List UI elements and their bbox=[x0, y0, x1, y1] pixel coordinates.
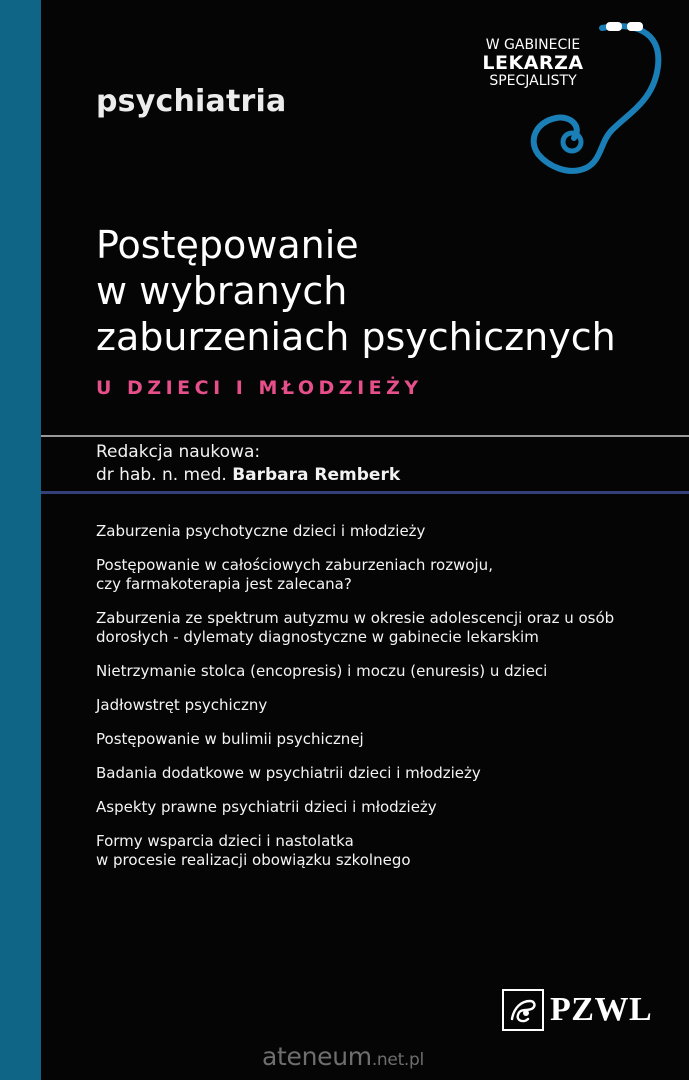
toc-item: Jadłowstręt psychiczny bbox=[96, 696, 268, 714]
toc-item: Postępowanie w całościowych zaburzeniach rozwoju, czy farmakoterapia jest zalecana? bbox=[96, 556, 493, 593]
publisher-name: PZWL bbox=[550, 991, 653, 1028]
pzwl-logo-icon bbox=[502, 989, 544, 1031]
title-line-3: zaburzeniach psychicznych bbox=[96, 315, 616, 359]
series-line-3: SPECJALISTY bbox=[489, 73, 577, 89]
divider-top bbox=[41, 435, 689, 437]
toc-item: Nietrzymanie stolca (encopresis) i moczu (enuresis) u dzieci bbox=[96, 662, 548, 680]
publisher-mark bbox=[502, 988, 652, 1032]
watermark-suffix: .net.pl bbox=[371, 1050, 424, 1070]
watermark-main: ateneum bbox=[262, 1042, 372, 1071]
series-line-1: W GABINECIE bbox=[485, 37, 581, 53]
title-line-2: w wybranych bbox=[96, 269, 348, 313]
editor-name: Barbara Remberk bbox=[232, 465, 401, 485]
series-line-2: LEKARZA bbox=[482, 52, 584, 74]
toc-item: Postępowanie w bulimii psychicznej bbox=[96, 730, 364, 748]
title-line-1: Postępowanie bbox=[96, 223, 359, 267]
toc-item: Aspekty prawne psychiatrii dzieci i młodzieży bbox=[96, 798, 437, 816]
book-title bbox=[96, 222, 676, 360]
editor-line bbox=[96, 464, 400, 487]
editor-block bbox=[96, 441, 400, 487]
toc-item: Zaburzenia psychotyczne dzieci i młodzieży bbox=[96, 522, 426, 540]
table-of-contents bbox=[96, 522, 666, 885]
series-badge bbox=[478, 36, 588, 90]
cover-spine-band bbox=[0, 0, 41, 1080]
editor-prefix: dr hab. n. med. bbox=[96, 465, 227, 485]
book-subtitle: U DZIECI I MŁODZIEŻY bbox=[96, 377, 423, 399]
toc-item: Formy wsparcia dzieci i nastolatka w procesie realizacji obowiązku szkolnego bbox=[96, 832, 411, 869]
category-label: psychiatria bbox=[96, 84, 287, 119]
toc-item: Zaburzenia ze spektrum autyzmu w okresie adolescencji oraz u osób dorosłych - dylematy diagnostyczne w gabinecie lekarskim bbox=[96, 609, 615, 646]
editor-label: Redakcja naukowa: bbox=[96, 442, 261, 462]
divider-bottom bbox=[41, 491, 689, 494]
toc-item: Badania dodatkowe w psychiatrii dzieci i młodzieży bbox=[96, 764, 481, 782]
watermark bbox=[262, 1042, 424, 1071]
